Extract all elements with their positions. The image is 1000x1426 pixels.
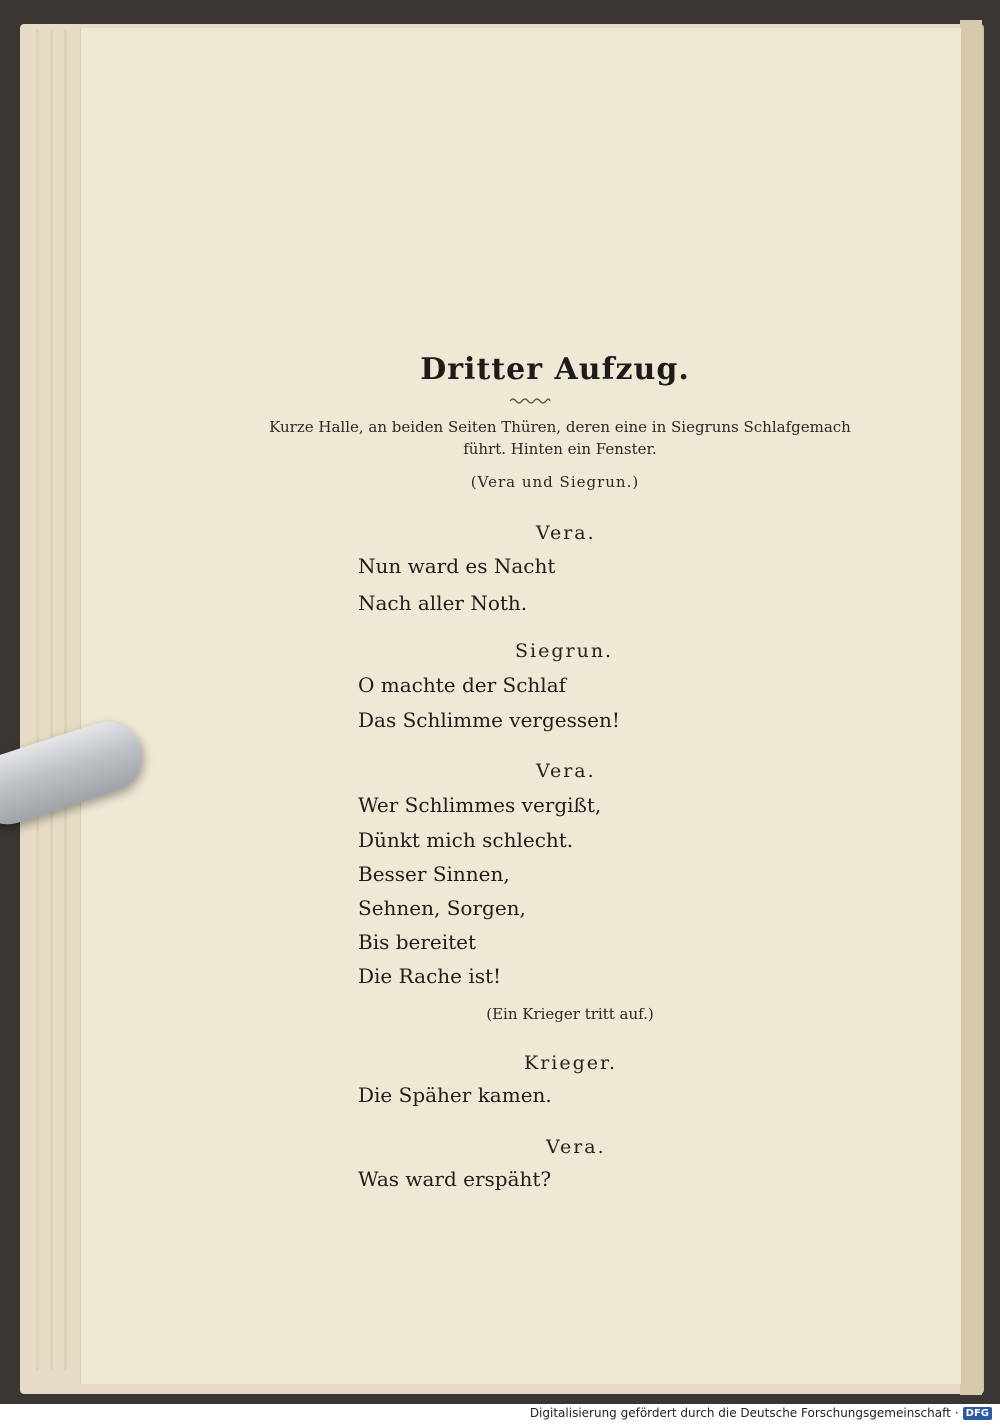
dfg-logo: DFG [963, 1407, 992, 1420]
verse-line: Die Rache ist! [358, 964, 502, 988]
verse-line: Sehnen, Sorgen, [358, 896, 526, 920]
page-edge [36, 30, 39, 1370]
footer-text: Digitalisierung gefördert durch die Deutsche Forschungsgemeinschaft [529, 1406, 951, 1420]
footer-separator: · [954, 1406, 959, 1420]
speaker-label: Siegrun. [515, 640, 614, 662]
verse-line: Nach aller Noth. [358, 591, 528, 615]
page-edge [64, 30, 67, 1370]
verse-line: Die Späher kamen. [358, 1083, 552, 1107]
verse-line: Nun ward es Nacht [358, 554, 556, 578]
stage-direction-line2: führt. Hinten ein Fenster. [463, 440, 657, 458]
act-title: Dritter Aufzug. [420, 352, 690, 387]
book-spine-edge [960, 20, 982, 1395]
verse-line: Bis bereitet [358, 930, 477, 954]
entrance-note: (Ein Krieger tritt auf.) [486, 1005, 654, 1023]
verse-line: Wer Schlimmes vergißt, [358, 793, 602, 817]
verse-line: O machte der Schlaf [358, 673, 567, 697]
digitization-footer [530, 1406, 992, 1420]
cast-note: (Vera und Siegrun.) [470, 473, 640, 491]
speaker-label: Vera. [536, 760, 596, 782]
stage-direction-line1: Kurze Halle, an beiden Seiten Thüren, deren eine in Siegruns Schlafgemach [269, 418, 851, 436]
verse-line: Das Schlimme vergessen! [358, 708, 620, 732]
speaker-label: Vera. [536, 522, 596, 544]
verse-line: Besser Sinnen, [358, 862, 510, 886]
speaker-label: Krieger. [524, 1052, 618, 1074]
verse-line: Was ward erspäht? [358, 1167, 552, 1191]
speaker-label: Vera. [546, 1136, 606, 1158]
page-edge [50, 30, 53, 1370]
verse-line: Dünkt mich schlecht. [358, 828, 574, 852]
title-ornament [509, 396, 551, 406]
